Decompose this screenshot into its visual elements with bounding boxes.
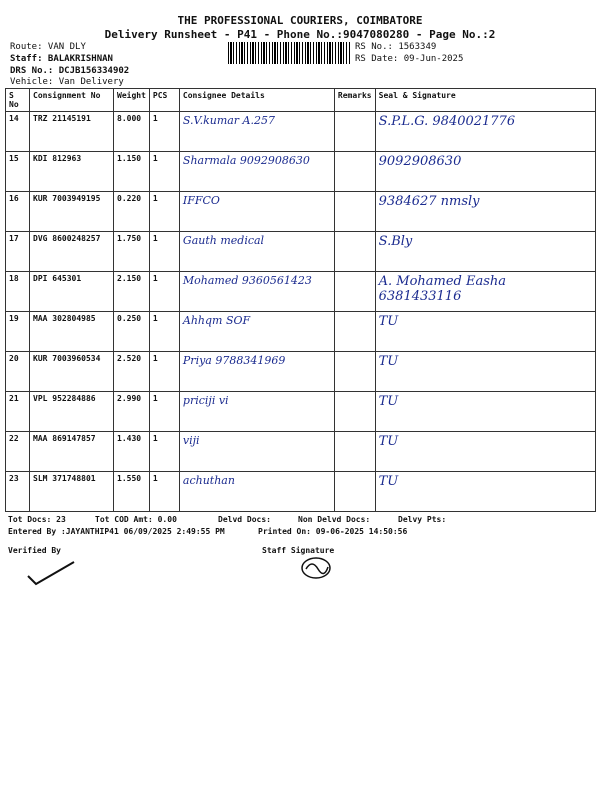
cell-seal: 9092908630 bbox=[375, 152, 595, 192]
delivered-docs: Delvd Docs: bbox=[218, 515, 271, 524]
table-row bbox=[6, 352, 596, 392]
col-sno: S No bbox=[6, 89, 30, 112]
total-docs: Tot Docs: 23 bbox=[8, 515, 66, 524]
col-remarks: Remarks bbox=[334, 89, 375, 112]
cell-weight: 2.150 bbox=[114, 272, 150, 312]
col-consignee: Consignee Details bbox=[179, 89, 334, 112]
cell-consignee: Gauth medical bbox=[179, 232, 334, 272]
cell-weight: 8.000 bbox=[114, 112, 150, 152]
table-row bbox=[6, 312, 596, 352]
cell-weight: 2.520 bbox=[114, 352, 150, 392]
cell-pcs: 1 bbox=[149, 232, 179, 272]
rs-date: RS Date: 09-Jun-2025 bbox=[355, 54, 464, 64]
cell-consignment: TRZ 21145191 bbox=[30, 112, 114, 152]
table-row bbox=[6, 272, 596, 312]
table-header-row bbox=[6, 89, 596, 112]
cell-seal: TU bbox=[375, 352, 595, 392]
table-row bbox=[6, 192, 596, 232]
barcode bbox=[228, 42, 350, 64]
staff-signature-label: Staff Signature bbox=[262, 546, 335, 555]
delivery-points: Delvy Pts: bbox=[398, 515, 447, 524]
cell-seal: TU bbox=[375, 432, 595, 472]
cell-consignment: DPI 645301 bbox=[30, 272, 114, 312]
cell-weight: 1.750 bbox=[114, 232, 150, 272]
cell-consignment: KUR 7003960534 bbox=[30, 352, 114, 392]
rs-number: RS No.: 1563349 bbox=[355, 42, 437, 52]
cell-sno: 22 bbox=[6, 432, 30, 472]
cell-sno: 20 bbox=[6, 352, 30, 392]
entered-by: Entered By :JAYANTHIP41 06/09/2025 2:49:55 PM bbox=[8, 527, 225, 536]
cell-remarks bbox=[334, 432, 375, 472]
col-seal: Seal & Signature bbox=[375, 89, 595, 112]
drs-label: DRS No.: DCJB156334902 bbox=[10, 66, 130, 76]
cell-remarks bbox=[334, 112, 375, 152]
cell-consignee: viji bbox=[179, 432, 334, 472]
cell-consignment: VPL 952284886 bbox=[30, 392, 114, 432]
cell-weight: 1.550 bbox=[114, 472, 150, 512]
cell-consignee: IFFCO bbox=[179, 192, 334, 232]
cell-consignee: S.V.kumar A.257 bbox=[179, 112, 334, 152]
cell-pcs: 1 bbox=[149, 352, 179, 392]
cell-sno: 17 bbox=[6, 232, 30, 272]
cell-sno: 16 bbox=[6, 192, 30, 232]
cell-consignment: KUR 7003949195 bbox=[30, 192, 114, 232]
cell-consignee: priciji vi bbox=[179, 392, 334, 432]
cell-consignee: achuthan bbox=[179, 472, 334, 512]
cell-remarks bbox=[334, 352, 375, 392]
table-row bbox=[6, 232, 596, 272]
cell-consignment: KDI 812963 bbox=[30, 152, 114, 192]
vehicle-label: Vehicle: Van Delivery bbox=[10, 77, 124, 87]
cell-sno: 19 bbox=[6, 312, 30, 352]
cell-consignee: Mohamed 9360561423 bbox=[179, 272, 334, 312]
cell-seal: S.P.L.G. 9840021776 bbox=[375, 112, 595, 152]
cell-seal: TU bbox=[375, 472, 595, 512]
cell-pcs: 1 bbox=[149, 432, 179, 472]
table-row bbox=[6, 152, 596, 192]
cell-remarks bbox=[334, 392, 375, 432]
cell-sno: 15 bbox=[6, 152, 30, 192]
total-cod: Tot COD Amt: 0.00 bbox=[95, 515, 177, 524]
col-consignment: Consignment No bbox=[30, 89, 114, 112]
cell-weight: 1.150 bbox=[114, 152, 150, 192]
cell-remarks bbox=[334, 152, 375, 192]
staff-signature-icon bbox=[298, 555, 334, 581]
cell-seal: 9384627 nmsly bbox=[375, 192, 595, 232]
cell-consignment: MAA 302804985 bbox=[30, 312, 114, 352]
cell-remarks bbox=[334, 232, 375, 272]
cell-consignee: Priya 9788341969 bbox=[179, 352, 334, 392]
cell-weight: 2.990 bbox=[114, 392, 150, 432]
printed-on: Printed On: 09-06-2025 14:50:56 bbox=[258, 527, 408, 536]
cell-pcs: 1 bbox=[149, 392, 179, 432]
cell-sno: 23 bbox=[6, 472, 30, 512]
cell-weight: 0.220 bbox=[114, 192, 150, 232]
cell-remarks bbox=[334, 472, 375, 512]
cell-consignment: SLM 371748801 bbox=[30, 472, 114, 512]
cell-consignment: MAA 869147857 bbox=[30, 432, 114, 472]
col-pcs: PCS bbox=[149, 89, 179, 112]
cell-pcs: 1 bbox=[149, 312, 179, 352]
cell-pcs: 1 bbox=[149, 272, 179, 312]
table-row bbox=[6, 392, 596, 432]
cell-consignee: Ahhqm SOF bbox=[179, 312, 334, 352]
verified-by-label: Verified By bbox=[8, 546, 61, 555]
staff-label: Staff: BALAKRISHNAN bbox=[10, 54, 113, 64]
cell-seal: TU bbox=[375, 312, 595, 352]
cell-consignee: Sharmala 9092908630 bbox=[179, 152, 334, 192]
cell-consignment: DVG 8600248257 bbox=[30, 232, 114, 272]
cell-weight: 1.430 bbox=[114, 432, 150, 472]
cell-seal: A. Mohamed Easha 6381433116 bbox=[375, 272, 595, 312]
cell-seal: S.Bly bbox=[375, 232, 595, 272]
cell-pcs: 1 bbox=[149, 192, 179, 232]
runsheet-subtitle: Delivery Runsheet - P41 - Phone No.:9047080280 - Page No.:2 bbox=[104, 28, 496, 41]
cell-pcs: 1 bbox=[149, 112, 179, 152]
cell-pcs: 1 bbox=[149, 472, 179, 512]
cell-remarks bbox=[334, 312, 375, 352]
cell-remarks bbox=[334, 192, 375, 232]
company-title: THE PROFESSIONAL COURIERS, COIMBATORE bbox=[177, 14, 423, 27]
cell-sno: 18 bbox=[6, 272, 30, 312]
table-row bbox=[6, 432, 596, 472]
col-weight: Weight bbox=[114, 89, 150, 112]
non-delivered-docs: Non Delvd Docs: bbox=[298, 515, 371, 524]
cell-sno: 14 bbox=[6, 112, 30, 152]
cell-seal: TU bbox=[375, 392, 595, 432]
cell-pcs: 1 bbox=[149, 152, 179, 192]
runsheet-table bbox=[5, 88, 596, 512]
table-row bbox=[6, 472, 596, 512]
cell-remarks bbox=[334, 272, 375, 312]
verified-signature-icon bbox=[22, 558, 82, 588]
table-row bbox=[6, 112, 596, 152]
cell-sno: 21 bbox=[6, 392, 30, 432]
cell-weight: 0.250 bbox=[114, 312, 150, 352]
route-label: Route: VAN DLY bbox=[10, 42, 86, 52]
